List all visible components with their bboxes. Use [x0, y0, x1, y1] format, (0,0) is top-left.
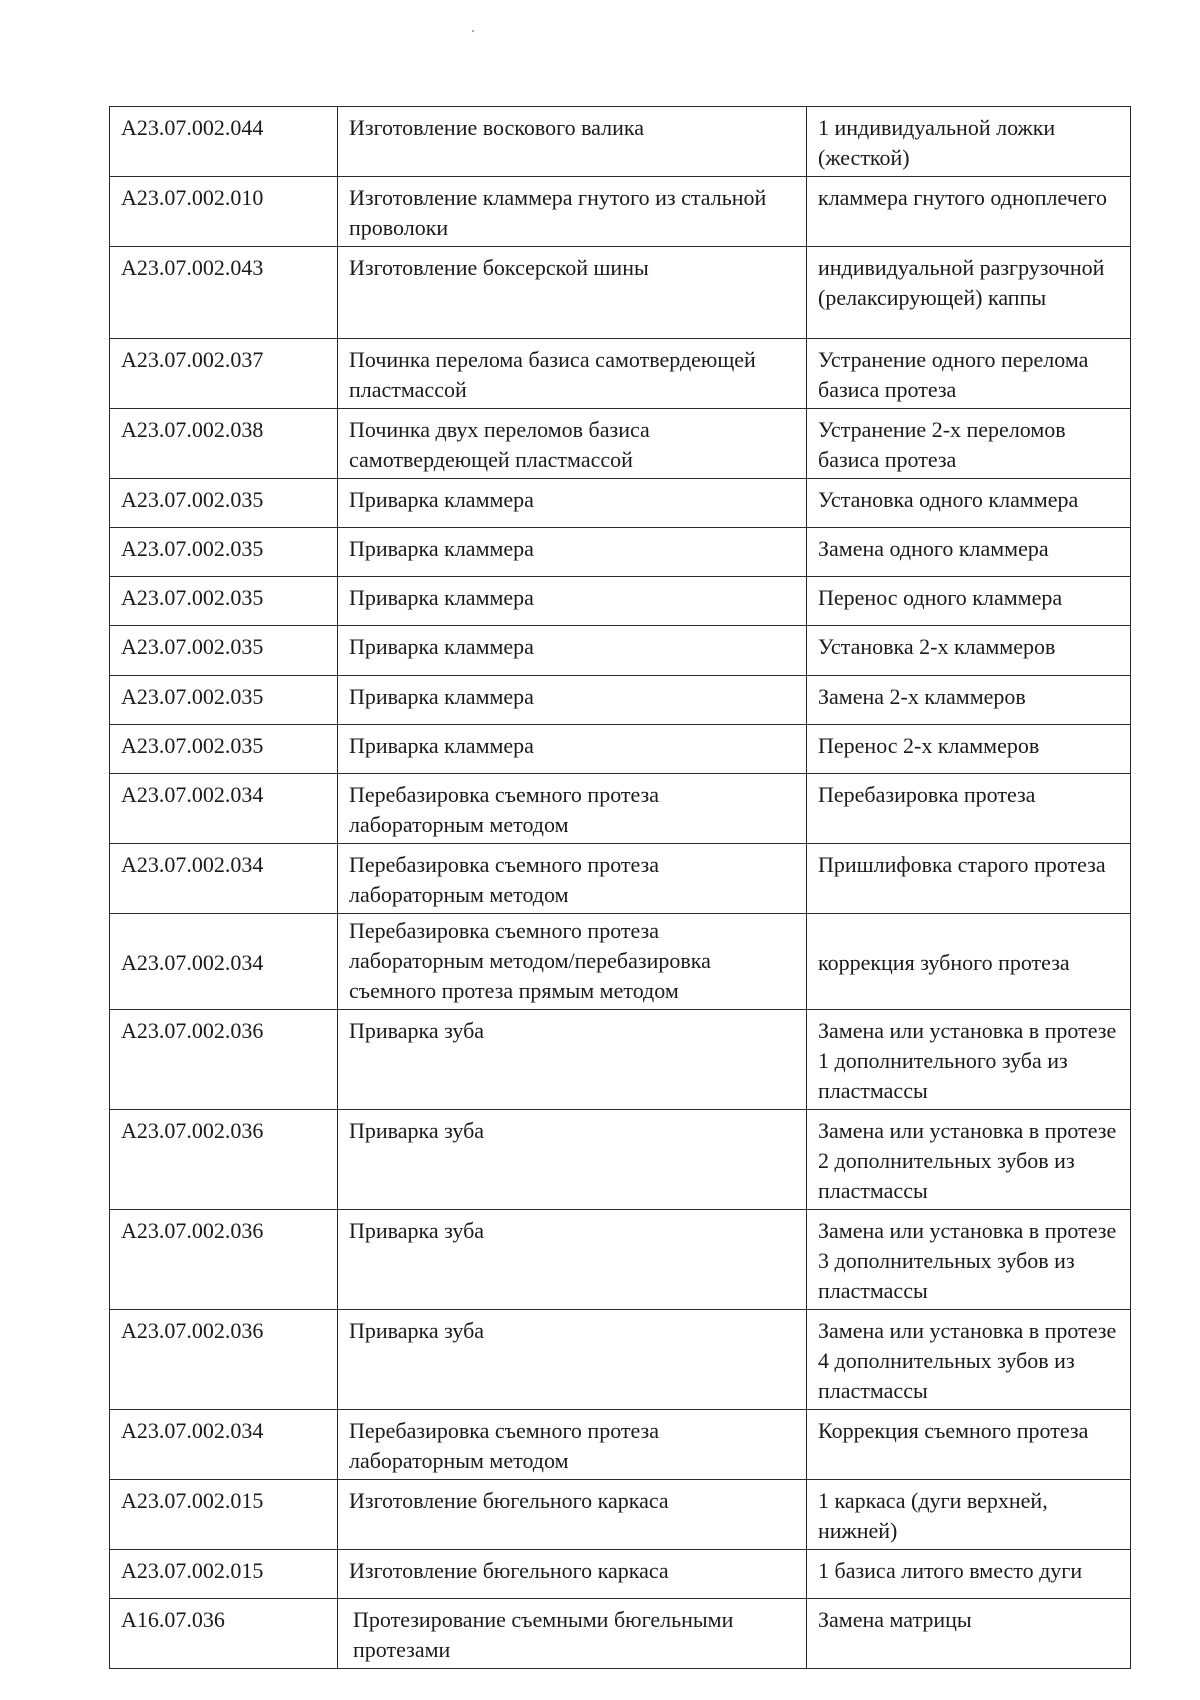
service-code-cell: А23.07.002.035	[110, 725, 338, 774]
service-code-cell: А23.07.002.015	[110, 1480, 338, 1550]
table-row	[110, 577, 1131, 626]
table-row	[110, 409, 1131, 479]
service-code-cell: А23.07.002.043	[110, 247, 338, 339]
service-desc-cell: Замена или установка в протезе 2 дополнительных зубов из пластмассы	[807, 1110, 1131, 1210]
service-name-cell: Перебазировка съемного протеза лабораторным методом	[338, 1410, 807, 1480]
service-code-cell: А23.07.002.036	[110, 1310, 338, 1410]
service-desc-cell: Установка 2-х кламмеров	[807, 626, 1131, 676]
service-name-cell: Изготовление бюгельного каркаса	[338, 1480, 807, 1550]
service-name-cell: Приварка зуба	[338, 1310, 807, 1410]
service-name-cell: Приварка кламмера	[338, 626, 807, 676]
service-name-cell: Перебазировка съемного протеза лабораторным методом/перебазировка съемного протеза прямым методом	[338, 914, 807, 1010]
service-name-cell: Приварка кламмера	[338, 479, 807, 528]
service-code-cell: А23.07.002.034	[110, 1410, 338, 1480]
service-desc-cell: Коррекция съемного протеза	[807, 1410, 1131, 1480]
service-name-cell: Приварка зуба	[338, 1010, 807, 1110]
service-desc-cell: индивидуальной разгрузочной (релаксирующей) каппы	[807, 247, 1131, 339]
table-row	[110, 528, 1131, 577]
service-desc-cell: 1 базиса литого вместо дуги	[807, 1550, 1131, 1599]
service-desc-cell: Замена одного кламмера	[807, 528, 1131, 577]
table-row	[110, 247, 1131, 339]
service-desc-cell: Устранение 2-х переломов базиса протеза	[807, 409, 1131, 479]
service-desc-cell: Перебазировка протеза	[807, 774, 1131, 844]
service-code-cell: А23.07.002.034	[110, 914, 338, 1010]
service-name-cell: Приварка зуба	[338, 1110, 807, 1210]
service-name-cell: Перебазировка съемного протеза лабораторным методом	[338, 774, 807, 844]
service-desc-cell: Замена или установка в протезе 4 дополнительных зубов из пластмассы	[807, 1310, 1131, 1410]
service-name-cell: Приварка кламмера	[338, 528, 807, 577]
service-desc-cell: Замена матрицы	[807, 1599, 1131, 1669]
service-code-cell: А23.07.002.036	[110, 1210, 338, 1310]
table-row	[110, 177, 1131, 247]
service-desc-cell: Пришлифовка старого протеза	[807, 844, 1131, 914]
service-code-cell: А23.07.002.036	[110, 1110, 338, 1210]
table-row	[110, 774, 1131, 844]
service-desc-cell: Устранение одного перелома базиса протеза	[807, 339, 1131, 409]
service-name-cell: Изготовление кламмера гнутого из стальной проволоки	[338, 177, 807, 247]
table-row	[110, 1110, 1131, 1210]
table-row	[110, 1599, 1131, 1669]
service-desc-cell: Замена или установка в протезе 1 дополнительного зуба из пластмассы	[807, 1010, 1131, 1110]
service-name-cell: Изготовление воскового валика	[338, 107, 807, 177]
service-code-cell: А16.07.036	[110, 1599, 338, 1669]
table-row	[110, 1010, 1131, 1110]
service-name-cell: Протезирование съемными бюгельными протезами	[338, 1599, 807, 1669]
service-name-cell: Приварка зуба	[338, 1210, 807, 1310]
service-code-cell: А23.07.002.015	[110, 1550, 338, 1599]
table-row	[110, 844, 1131, 914]
service-desc-cell: 1 индивидуальной ложки (жесткой)	[807, 107, 1131, 177]
scan-speck	[472, 30, 474, 32]
service-code-cell: А23.07.002.036	[110, 1010, 338, 1110]
service-desc-cell: кламмера гнутого одноплечего	[807, 177, 1131, 247]
service-desc-cell: Перенос одного кламмера	[807, 577, 1131, 626]
service-code-cell: А23.07.002.035	[110, 479, 338, 528]
service-desc-cell: Перенос 2-х кламмеров	[807, 725, 1131, 774]
service-code-cell: А23.07.002.044	[110, 107, 338, 177]
service-name-cell: Приварка кламмера	[338, 676, 807, 725]
service-desc-cell: 1 каркаса (дуги верхней, нижней)	[807, 1480, 1131, 1550]
service-name-cell: Изготовление бюгельного каркаса	[338, 1550, 807, 1599]
table-row	[110, 479, 1131, 528]
service-code-cell: А23.07.002.034	[110, 774, 338, 844]
service-code-cell: А23.07.002.037	[110, 339, 338, 409]
service-desc-cell: Установка одного кламмера	[807, 479, 1131, 528]
table-row	[110, 914, 1131, 1010]
service-code-cell: А23.07.002.038	[110, 409, 338, 479]
table-row	[110, 626, 1131, 676]
service-name-cell: Перебазировка съемного протеза лабораторным методом	[338, 844, 807, 914]
service-name-cell: Починка перелома базиса самотвердеющей пластмассой	[338, 339, 807, 409]
service-name-cell: Починка двух переломов базиса самотвердеющей пластмассой	[338, 409, 807, 479]
table-row	[110, 1310, 1131, 1410]
service-desc-cell: Замена 2-х кламмеров	[807, 676, 1131, 725]
table-row	[110, 676, 1131, 725]
service-name-cell: Изготовление боксерской шины	[338, 247, 807, 339]
service-code-cell: А23.07.002.035	[110, 528, 338, 577]
service-code-cell: А23.07.002.035	[110, 577, 338, 626]
table-row	[110, 1210, 1131, 1310]
service-code-cell: А23.07.002.035	[110, 626, 338, 676]
service-code-cell: А23.07.002.035	[110, 676, 338, 725]
service-desc-cell: Замена или установка в протезе 3 дополнительных зубов из пластмассы	[807, 1210, 1131, 1310]
table-row	[110, 1410, 1131, 1480]
service-name-cell: Приварка кламмера	[338, 577, 807, 626]
service-code-cell: А23.07.002.034	[110, 844, 338, 914]
services-table	[109, 106, 1131, 1669]
table-row	[110, 1480, 1131, 1550]
table-row	[110, 1550, 1131, 1599]
service-desc-cell: коррекция зубного протеза	[807, 914, 1131, 1010]
service-code-cell: А23.07.002.010	[110, 177, 338, 247]
service-name-cell: Приварка кламмера	[338, 725, 807, 774]
table-row	[110, 339, 1131, 409]
table-row	[110, 107, 1131, 177]
table-row	[110, 725, 1131, 774]
